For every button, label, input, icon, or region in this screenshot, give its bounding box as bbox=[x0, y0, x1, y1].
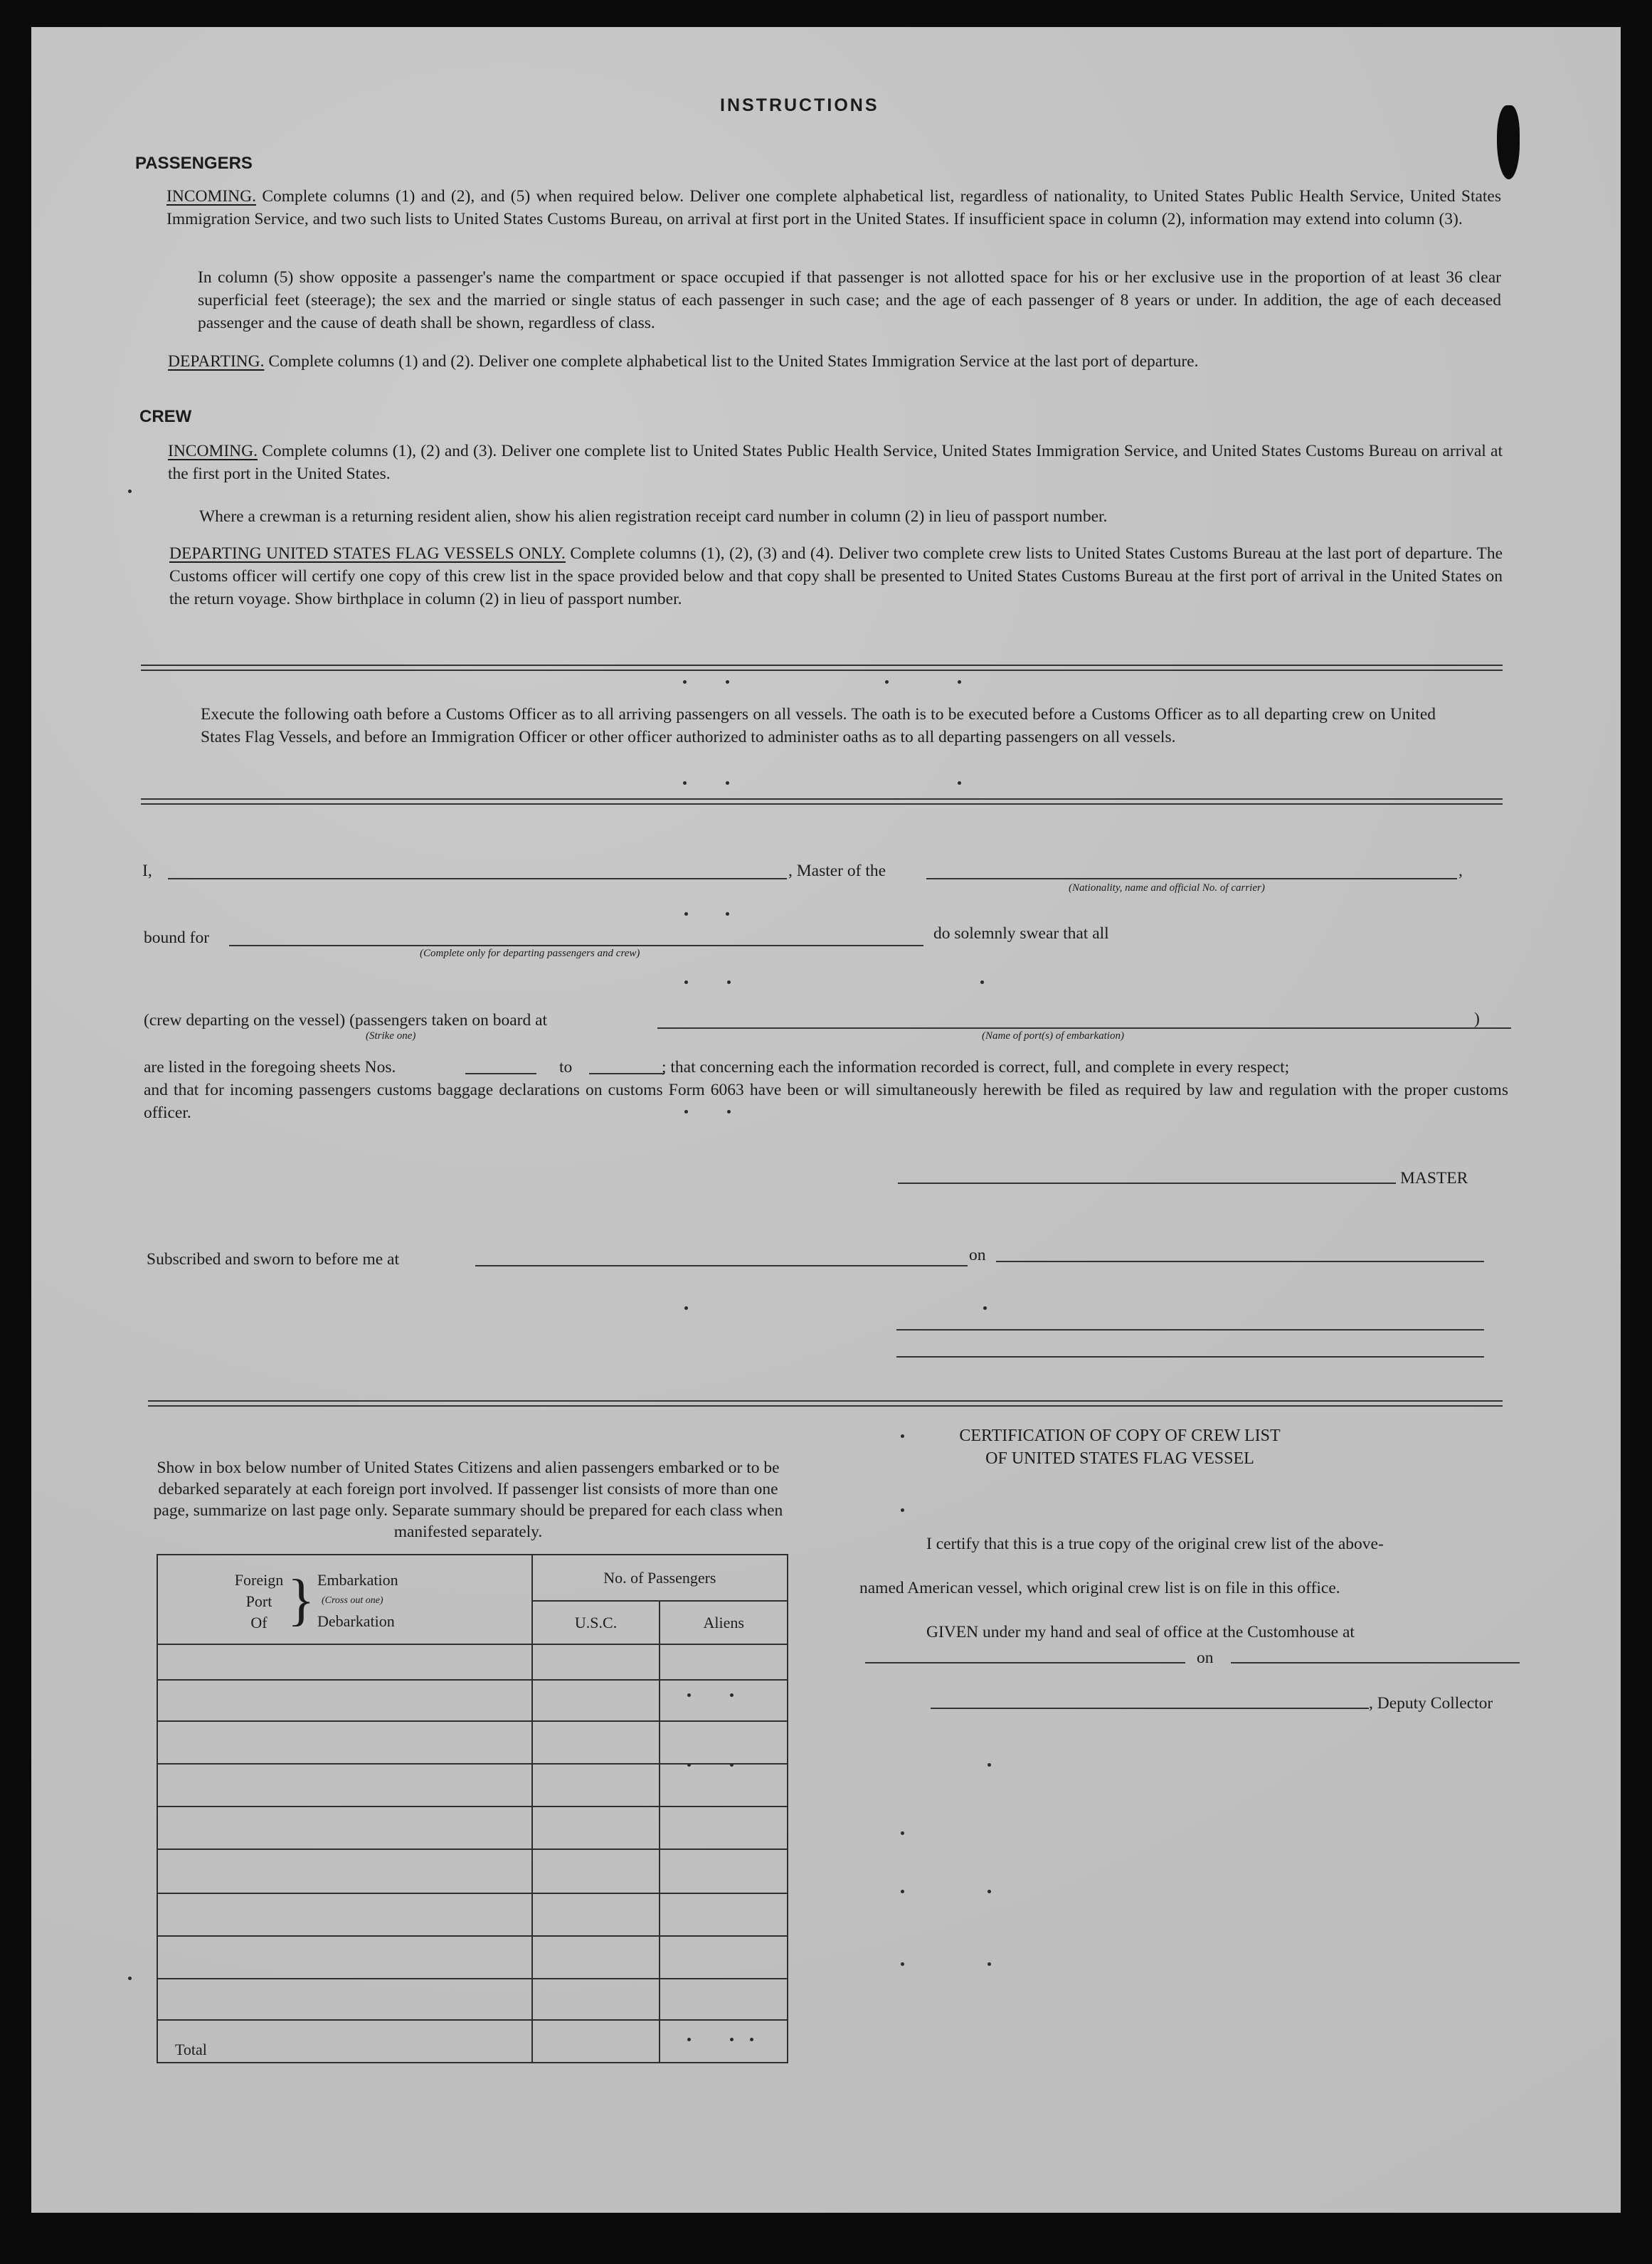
usc-cell[interactable] bbox=[532, 1936, 660, 1979]
aliens-cell[interactable] bbox=[660, 1849, 788, 1893]
aliens-cell[interactable] bbox=[660, 1764, 788, 1807]
passengers-column5-paragraph: In column (5) show opposite a passenger's name the compartment or space occupied if that passenger is not allotted space for his or her exclusive use in the proportion of at least 36 clear superficial feet (steerage); the sex and the married or single status of each passenger in such case; and the age of each passenger of 8 years or under. In addition, the age of each deceased passenger and the cause of death shall be shown, regardless of class. bbox=[198, 268, 1501, 332]
swear-text: do solemnly swear that all bbox=[933, 924, 1109, 943]
usc-cell[interactable] bbox=[532, 1721, 660, 1764]
passengers-incoming-paragraph bbox=[166, 185, 1501, 231]
scan-dot bbox=[730, 1763, 734, 1767]
ports-caption: (Name of port(s) of embarkation) bbox=[982, 1030, 1124, 1042]
scan-dot bbox=[901, 1962, 904, 1966]
bound-for-label: bound for bbox=[144, 929, 210, 947]
aliens-cell[interactable] bbox=[660, 1680, 788, 1721]
divider-double-2 bbox=[141, 798, 1503, 805]
scan-dot bbox=[687, 1763, 691, 1767]
page-title: INSTRUCTIONS bbox=[720, 95, 879, 115]
port-cell[interactable] bbox=[157, 1936, 532, 1979]
certification-date-field[interactable] bbox=[1231, 1662, 1520, 1663]
deputy-collector-label: , Deputy Collector bbox=[1369, 1694, 1493, 1713]
certification-title bbox=[871, 1424, 1369, 1470]
usc-cell[interactable] bbox=[532, 1979, 660, 2020]
scan-dot bbox=[983, 1306, 987, 1310]
listed-suffix: ; that concerning each the information recorded is correct, full, and complete in every respect; bbox=[662, 1058, 1290, 1077]
scan-dot bbox=[988, 1962, 991, 1966]
certification-on-label: on bbox=[1197, 1649, 1214, 1667]
passengers-incoming-text: Complete columns (1) and (2), and (5) when required below. Deliver one complete alphabetical list, regardless of nationality, to United States Public Health Service, United States Immigration Service, and two such lists to United States Customs Bureau, on arrival at first port in the United States. If insufficient space in column (2), information may extend into column (3). bbox=[166, 187, 1502, 228]
bound-for-field[interactable] bbox=[229, 945, 923, 946]
usc-cell[interactable] bbox=[532, 1893, 660, 1936]
form-sheet bbox=[31, 27, 1621, 2213]
aliens-cell[interactable] bbox=[660, 1721, 788, 1764]
scan-dot bbox=[958, 680, 961, 684]
passengers-departing-paragraph bbox=[168, 350, 1505, 373]
sheet-from-field[interactable] bbox=[465, 1073, 536, 1074]
crew-departing-paragraph bbox=[169, 542, 1503, 610]
scan-dot bbox=[980, 980, 984, 984]
scan-dot bbox=[958, 781, 961, 785]
port-label: Port bbox=[245, 1592, 272, 1610]
usc-header: U.S.C. bbox=[532, 1601, 660, 1644]
scan-dot bbox=[727, 980, 731, 984]
carrier-field[interactable] bbox=[926, 878, 1457, 879]
ink-blot bbox=[1497, 105, 1520, 179]
officer-signature-line-2[interactable] bbox=[896, 1356, 1484, 1358]
port-cell[interactable] bbox=[157, 1644, 532, 1680]
scan-dot bbox=[901, 1831, 904, 1835]
scan-dot bbox=[726, 680, 729, 684]
port-cell[interactable] bbox=[157, 1849, 532, 1893]
divider-double-1 bbox=[141, 665, 1503, 671]
embarkation-ports-field[interactable] bbox=[657, 1027, 1511, 1029]
carrier-caption: (Nationality, name and official No. of carrier) bbox=[1069, 882, 1265, 894]
scan-dot bbox=[726, 781, 729, 785]
scan-dot bbox=[128, 1977, 132, 1980]
oath-i-label: I, bbox=[142, 862, 152, 880]
scan-dot bbox=[988, 1890, 991, 1893]
port-cell[interactable] bbox=[157, 1721, 532, 1764]
scan-dot bbox=[726, 912, 729, 916]
usc-cell[interactable] bbox=[532, 1807, 660, 1849]
divider-double-3 bbox=[148, 1400, 1503, 1407]
certify-line-1: I certify that this is a true copy of the original crew list of the above- bbox=[926, 1535, 1384, 1553]
scan-dot bbox=[727, 1110, 731, 1114]
cross-out-label: (Cross out one) bbox=[322, 1595, 383, 1606]
officer-signature-line-1[interactable] bbox=[896, 1329, 1484, 1331]
crew-alien-paragraph: Where a crewman is a returning resident alien, show his alien registration receipt card number in column (2) in lieu of passport number. bbox=[199, 507, 1108, 526]
scan-dot bbox=[988, 1763, 991, 1767]
scan-dot bbox=[730, 2038, 734, 2041]
crew-departing-text: (crew departing on the vessel) (passengers taken on board at bbox=[144, 1011, 548, 1030]
certification-title-line-1: CERTIFICATION OF COPY OF CREW LIST bbox=[959, 1427, 1281, 1445]
scan-dot bbox=[684, 1110, 688, 1114]
passengers-incoming-label: INCOMING. bbox=[166, 187, 256, 206]
scan-dot bbox=[687, 2038, 691, 2041]
scan-dot bbox=[901, 1890, 904, 1893]
scan-dot bbox=[730, 1693, 734, 1697]
listed-prefix: are listed in the foregoing sheets Nos. bbox=[144, 1058, 396, 1077]
customhouse-field[interactable] bbox=[865, 1662, 1185, 1663]
scan-dot bbox=[684, 1306, 688, 1310]
master-signature-line[interactable] bbox=[898, 1183, 1396, 1184]
declarations-text: and that for incoming passengers customs baggage declarations on customs Form 6063 have been or will simultaneously herewith be filed as required by law and regulation with the proper customs officer. bbox=[144, 1081, 1508, 1122]
listed-to-label: to bbox=[559, 1058, 573, 1077]
no-of-passengers-header: No. of Passengers bbox=[532, 1555, 788, 1601]
port-cell[interactable] bbox=[157, 1893, 532, 1936]
crew-incoming-paragraph bbox=[168, 440, 1503, 485]
foreign-label: Foreign bbox=[234, 1571, 284, 1589]
crew-departing-label: DEPARTING UNITED STATES FLAG VESSELS ONLY. bbox=[169, 544, 566, 563]
aliens-header: Aliens bbox=[660, 1601, 788, 1644]
aliens-cell[interactable] bbox=[660, 1979, 788, 2020]
subscribed-place-field[interactable] bbox=[475, 1265, 968, 1266]
passengers-heading: PASSENGERS bbox=[135, 154, 253, 173]
total-label-cell bbox=[157, 2020, 532, 2063]
usc-cell[interactable] bbox=[532, 1644, 660, 1680]
embarkation-label: Embarkation bbox=[317, 1571, 398, 1589]
port-cell[interactable] bbox=[157, 1764, 532, 1807]
master-name-field[interactable] bbox=[168, 878, 787, 879]
subscribed-date-field[interactable] bbox=[996, 1261, 1484, 1262]
usc-cell[interactable] bbox=[532, 1764, 660, 1807]
passenger-summary-table bbox=[157, 1554, 788, 2063]
crew-incoming-label: INCOMING. bbox=[168, 442, 258, 460]
master-of-the-label: , Master of the bbox=[788, 862, 886, 880]
passengers-departing-text: Complete columns (1) and (2). Deliver one complete alphabetical list to the United States Immigration Service at the last port of departure. bbox=[268, 352, 1199, 371]
bound-for-caption: (Complete only for departing passengers and crew) bbox=[420, 948, 640, 959]
oath-intro-paragraph: Execute the following oath before a Customs Officer as to all arriving passengers on all vessels. The oath is to be executed before a Customs Officer as to all departing crew on United States Flag Vessels, and before an Immigration Officer or other officer authorized to administer oaths as to all departing passengers on all vessels. bbox=[201, 705, 1436, 746]
sheet-to-field[interactable] bbox=[589, 1073, 664, 1074]
close-paren: ) bbox=[1474, 1010, 1480, 1028]
aliens-cell[interactable] bbox=[660, 1807, 788, 1849]
scan-dot bbox=[684, 980, 688, 984]
given-text: GIVEN under my hand and seal of office at the Customhouse at bbox=[926, 1623, 1355, 1641]
aliens-cell[interactable] bbox=[660, 1644, 788, 1680]
scan-dot bbox=[687, 1693, 691, 1697]
port-header-cell bbox=[157, 1555, 532, 1644]
deputy-collector-signature-line[interactable] bbox=[931, 1708, 1369, 1709]
scan-dot bbox=[901, 1508, 904, 1512]
aliens-total-cell[interactable] bbox=[660, 2020, 788, 2063]
port-cell[interactable] bbox=[157, 1979, 532, 2020]
scan-dot bbox=[128, 490, 132, 493]
carrier-comma: , bbox=[1458, 862, 1463, 880]
port-cell[interactable] bbox=[157, 1680, 532, 1721]
scan-dot bbox=[750, 2038, 753, 2041]
scan-dot bbox=[885, 680, 889, 684]
brace-glyph: } bbox=[287, 1569, 315, 1631]
scan-dot bbox=[684, 912, 688, 916]
aliens-cell[interactable] bbox=[660, 1936, 788, 1979]
scan-dot bbox=[683, 781, 687, 785]
usc-cell[interactable] bbox=[532, 1680, 660, 1721]
subscribed-on-label: on bbox=[969, 1246, 986, 1264]
master-label: MASTER bbox=[1400, 1169, 1468, 1187]
certify-line-2: named American vessel, which original crew list is on file in this office. bbox=[859, 1579, 1340, 1597]
crew-incoming-text: Complete columns (1), (2) and (3). Deliver one complete list to United States Public Health Service, United States Immigration Service, and United States Customs Bureau on arrival at the first port in the United States. bbox=[168, 442, 1503, 483]
aliens-cell[interactable] bbox=[660, 1893, 788, 1936]
port-cell[interactable] bbox=[157, 1807, 532, 1849]
certification-title-line-2: OF UNITED STATES FLAG VESSEL bbox=[985, 1449, 1254, 1468]
debarkation-label: Debarkation bbox=[317, 1612, 395, 1630]
of-label: Of bbox=[250, 1614, 268, 1631]
scan-dot bbox=[901, 1434, 904, 1438]
summary-instructions: Show in box below number of United States Citizens and alien passengers embarked or to be debarked separately at each foreign port involved. If passenger list consists of more than one page, summarize on last page only. Separate summary should be prepared for each class when manifested separately. bbox=[153, 1459, 783, 1541]
total-label: Total bbox=[175, 2041, 207, 2058]
crew-heading: CREW bbox=[139, 407, 192, 426]
strike-one-caption: (Strike one) bbox=[366, 1030, 416, 1042]
passengers-departing-label: DEPARTING. bbox=[168, 352, 265, 371]
subscribed-label: Subscribed and sworn to before me at bbox=[147, 1250, 400, 1269]
scan-dot bbox=[683, 680, 687, 684]
usc-total-cell[interactable] bbox=[532, 2020, 660, 2063]
crew-departing-text: Complete columns (1), (2), (3) and (4). Deliver two complete crew lists to United States Customs Bureau at the last port of departure. The Customs officer will certify one copy of this crew list in the space provided below and that copy shall be presented to United States Customs Bureau at the first port of arrival in the United States on the return voyage. Show birthplace in column (2) in lieu of passport number. bbox=[169, 544, 1503, 608]
usc-cell[interactable] bbox=[532, 1849, 660, 1893]
